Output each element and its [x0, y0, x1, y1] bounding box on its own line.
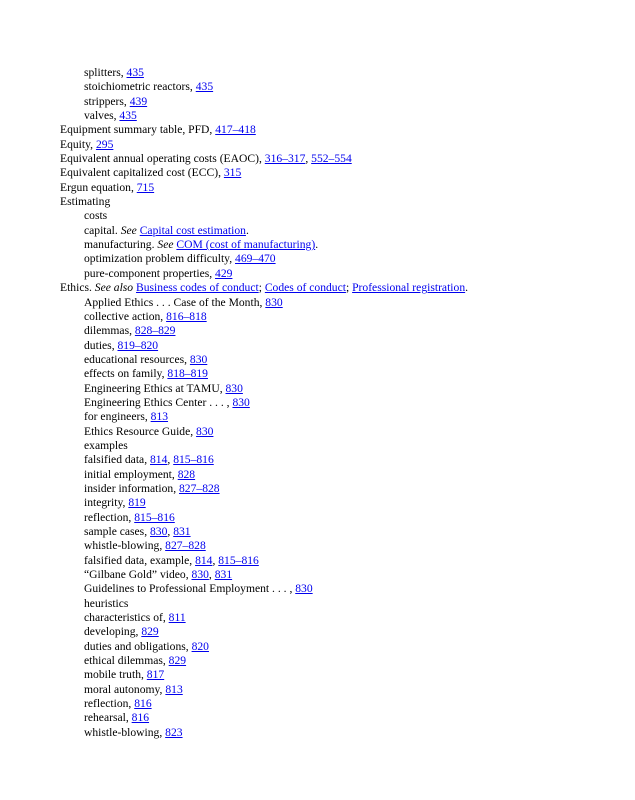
- entry-text: Applied Ethics . . . Case of the Month,: [84, 295, 266, 309]
- index-sub-entry: [60, 582, 615, 596]
- page-reference-link[interactable]: 818–819: [167, 367, 208, 381]
- index-sub-entry: [60, 224, 615, 238]
- index-sub-entry: [60, 439, 615, 453]
- entry-text: reflection,: [84, 510, 135, 524]
- page-reference-link[interactable]: 827–828: [165, 539, 206, 553]
- page-reference-link[interactable]: 816–818: [166, 309, 207, 323]
- page-reference-link[interactable]: 814: [150, 453, 168, 467]
- index-sub-entry: [60, 382, 615, 396]
- page-reference-link[interactable]: 828–829: [134, 324, 176, 338]
- entry-text: falsified data, example,: [84, 553, 196, 567]
- page-reference-link[interactable]: 295: [95, 137, 114, 151]
- index-sub-entry: [60, 711, 615, 725]
- entry-text: Ergun equation,: [60, 180, 137, 194]
- page-reference-link[interactable]: 435: [195, 80, 214, 94]
- index-sub-entry: [60, 625, 615, 639]
- page-reference-link[interactable]: 813: [165, 682, 183, 696]
- index-page: [60, 66, 615, 740]
- index-sub-entry: [60, 539, 615, 553]
- index-sub-entry: [60, 296, 615, 310]
- entry-text: collective action,: [84, 309, 167, 323]
- page-reference-link[interactable]: 831: [173, 525, 191, 538]
- index-main-entry: [60, 138, 615, 152]
- index-sub-entry: [60, 95, 615, 109]
- entry-text: .: [465, 281, 469, 295]
- page-reference-link[interactable]: Codes of conduct: [264, 281, 346, 295]
- entry-text: developing,: [84, 625, 142, 639]
- entry-text: ,: [212, 553, 219, 567]
- page-reference-link[interactable]: 830: [295, 582, 313, 596]
- page-reference-link[interactable]: 819: [128, 496, 146, 510]
- index-sub-entry: [60, 425, 615, 439]
- index-sub-entry: [60, 396, 615, 410]
- entry-text: duties,: [84, 338, 118, 352]
- entry-text: initial employment,: [84, 467, 178, 481]
- entry-text: whistle-blowing,: [84, 725, 166, 739]
- index-sub-entry: [60, 640, 615, 654]
- index-sub-entry: [60, 367, 615, 381]
- page-reference-link[interactable]: Professional registration: [352, 281, 466, 295]
- index-sub-entry: [60, 324, 615, 338]
- index-sub-entry: [60, 568, 615, 582]
- page-reference-link[interactable]: 830: [225, 381, 243, 395]
- page-reference-link[interactable]: 315: [223, 166, 242, 180]
- index-sub-entry: [60, 453, 615, 467]
- page-reference-link[interactable]: 820: [191, 639, 209, 653]
- index-main-entry: [60, 181, 615, 195]
- page-reference-link[interactable]: 827–828: [179, 481, 220, 495]
- page-reference-link[interactable]: 830: [265, 295, 283, 309]
- entry-text: ,: [305, 152, 312, 166]
- see-reference-label: See: [120, 223, 137, 237]
- entry-text: Equity,: [60, 137, 96, 151]
- entry-text: Equipment summary table, PFD,: [60, 123, 216, 137]
- index-sub-entry: [60, 80, 615, 94]
- page-reference-link[interactable]: 815–816: [173, 453, 214, 467]
- entry-text: Ethics.: [60, 281, 95, 295]
- page-reference-link[interactable]: 316–317: [264, 152, 306, 166]
- index-sub-entry: [60, 726, 615, 740]
- entry-text: valves,: [84, 109, 120, 123]
- index-main-entry: [60, 123, 615, 137]
- page-reference-link[interactable]: 823: [165, 725, 183, 739]
- entry-text: ,: [208, 568, 215, 582]
- entry-text: dilemmas,: [84, 324, 135, 338]
- entry-text: Engineering Ethics Center . . . ,: [84, 395, 233, 409]
- entry-text: ethical dilemmas,: [84, 654, 169, 668]
- index-sub-entry: [60, 109, 615, 123]
- page-reference-link[interactable]: 831: [214, 568, 233, 582]
- index-sub-entry: [60, 310, 615, 324]
- page-reference-link[interactable]: 435: [119, 109, 137, 123]
- index-sub-entry: [60, 482, 615, 496]
- entry-text: ;: [258, 281, 265, 295]
- index-sub-entry: [60, 496, 615, 510]
- see-reference-label: See: [157, 238, 174, 252]
- entry-text: Engineering Ethics at TAMU,: [84, 381, 226, 395]
- index-main-entry: [60, 166, 615, 180]
- page-reference-link[interactable]: 828: [177, 467, 196, 481]
- index-sub-entry: [60, 654, 615, 668]
- page-reference-link[interactable]: 813: [150, 410, 169, 424]
- index-sub-entry: [60, 252, 615, 266]
- page-reference-link[interactable]: 816: [134, 697, 152, 711]
- page-reference-link[interactable]: 829: [141, 625, 159, 639]
- index-main-entry: [60, 195, 615, 209]
- entry-text: ,: [167, 453, 174, 467]
- entry-text: pure-component properties,: [84, 266, 216, 280]
- entry-text: duties and obligations,: [84, 639, 192, 653]
- entry-text: Guidelines to Professional Employment . . . ,: [84, 582, 296, 596]
- entry-text: effects on family,: [84, 367, 168, 381]
- entry-text: examples: [84, 438, 128, 452]
- page-reference-link[interactable]: 830: [196, 424, 214, 438]
- index-sub-entry: [60, 468, 615, 482]
- page-reference-link[interactable]: 815–816: [218, 553, 259, 567]
- entry-text: strippers,: [84, 94, 130, 108]
- entry-text: ;: [345, 281, 353, 295]
- page-reference-link[interactable]: 829: [168, 654, 187, 668]
- entry-text: insider information,: [84, 481, 179, 495]
- index-sub-entry: [60, 238, 615, 252]
- entry-text: rehearsal,: [84, 711, 132, 725]
- page-reference-link[interactable]: 552–554: [311, 152, 352, 166]
- entry-text: reflection,: [84, 697, 135, 711]
- entry-text: manufacturing.: [84, 238, 158, 252]
- page-reference-link[interactable]: 817: [146, 668, 165, 682]
- page-reference-link[interactable]: Business codes of conduct: [136, 281, 259, 295]
- page-reference-link[interactable]: Capital cost estimation: [139, 223, 246, 237]
- index-sub-entry: [60, 683, 615, 697]
- page-reference-link[interactable]: 816: [131, 711, 150, 725]
- see-reference-label: See also: [94, 281, 134, 295]
- page-reference-link[interactable]: 819–820: [117, 338, 159, 352]
- index-sub-entry: [60, 611, 615, 625]
- index-sub-entry: [60, 410, 615, 424]
- index-main-entry: [60, 152, 615, 166]
- page-reference-link[interactable]: 811: [168, 611, 186, 625]
- page-reference-link[interactable]: 830: [189, 352, 208, 366]
- index-sub-entry: [60, 66, 615, 80]
- page-reference-link[interactable]: 429: [215, 266, 233, 280]
- entry-text: .: [315, 238, 319, 252]
- entry-text: Estimating: [60, 195, 111, 209]
- page-reference-link[interactable]: 814: [195, 553, 213, 567]
- page-reference-link[interactable]: 830: [232, 395, 250, 409]
- entry-text: for engineers,: [84, 410, 151, 424]
- entry-text: “Gilbane Gold” video,: [84, 568, 192, 582]
- page-reference-link[interactable]: 830: [191, 568, 209, 582]
- entry-text: heuristics: [84, 596, 129, 610]
- index-sub-entry: [60, 525, 615, 539]
- entry-text: costs: [84, 209, 108, 223]
- entry-text: Ethics Resource Guide,: [84, 424, 197, 438]
- index-sub-entry: [60, 267, 615, 281]
- entry-text: sample cases,: [84, 525, 150, 538]
- entry-text: moral autonomy,: [84, 682, 166, 696]
- page-reference-link[interactable]: 815–816: [134, 510, 175, 524]
- entry-text: splitters,: [84, 66, 127, 79]
- entry-text: Equivalent capitalized cost (ECC),: [60, 166, 224, 180]
- index-sub-entry: [60, 209, 615, 223]
- index-sub-entry: [60, 554, 615, 568]
- entry-text: .: [245, 223, 249, 237]
- page-reference-link[interactable]: 417–418: [215, 123, 256, 137]
- entry-text: mobile truth,: [84, 668, 147, 682]
- index-sub-entry: [60, 339, 615, 353]
- index-sub-entry: [60, 697, 615, 711]
- index-sub-entry: [60, 353, 615, 367]
- entry-text: capital.: [84, 223, 121, 237]
- index-main-entry: [60, 281, 615, 295]
- entry-text: whistle-blowing,: [84, 539, 166, 553]
- index-sub-entry: [60, 597, 615, 611]
- entry-text: characteristics of,: [84, 611, 169, 625]
- entry-text: educational resources,: [84, 352, 190, 366]
- entry-text: integrity,: [84, 496, 129, 510]
- page-reference-link[interactable]: 715: [136, 180, 155, 194]
- entry-text: stoichiometric reactors,: [84, 80, 196, 94]
- page-reference-link[interactable]: 439: [129, 94, 148, 108]
- page-reference-link[interactable]: 469–470: [235, 252, 276, 266]
- index-sub-entry: [60, 511, 615, 525]
- index-sub-entry: [60, 668, 615, 682]
- page-reference-link[interactable]: 435: [126, 66, 144, 79]
- entry-text: falsified data,: [84, 453, 150, 467]
- page-reference-link[interactable]: COM (cost of manufacturing): [176, 238, 316, 252]
- entry-text: optimization problem difficulty,: [84, 252, 236, 266]
- entry-text: ,: [167, 525, 174, 538]
- entry-text: Equivalent annual operating costs (EAOC),: [60, 152, 265, 166]
- page-reference-link[interactable]: 830: [150, 525, 168, 538]
